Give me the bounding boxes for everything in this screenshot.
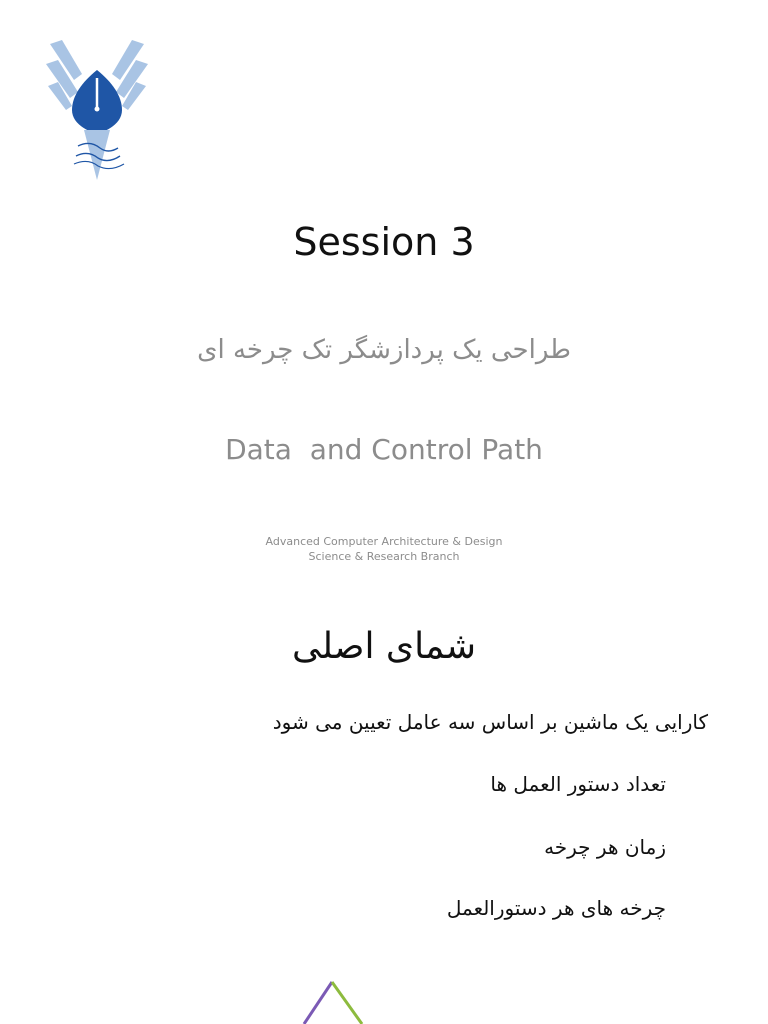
slide-title: Session 3: [293, 220, 475, 264]
factor-item: چرخه های هر دستورالعمل: [446, 896, 666, 920]
factor-item: زمان هر چرخه: [544, 835, 666, 859]
university-logo: [38, 30, 156, 200]
triangle-decoration: [298, 978, 368, 1024]
slide-subtitle-persian: طراحی یک پردازشگر تک چرخه ای: [197, 335, 571, 365]
course-name: Advanced Computer Architecture & Design: [265, 535, 503, 548]
factor-item: تعداد دستور العمل ها: [490, 772, 666, 796]
intro-text: کارایی یک ماشین بر اساس سه عامل تعیین می شود: [272, 710, 708, 734]
slide-subtitle-english: Data and Control Path: [225, 433, 543, 466]
branch-name: Science & Research Branch: [308, 550, 460, 563]
section-heading: شمای اصلی: [291, 626, 477, 667]
course-info: [0, 534, 768, 564]
